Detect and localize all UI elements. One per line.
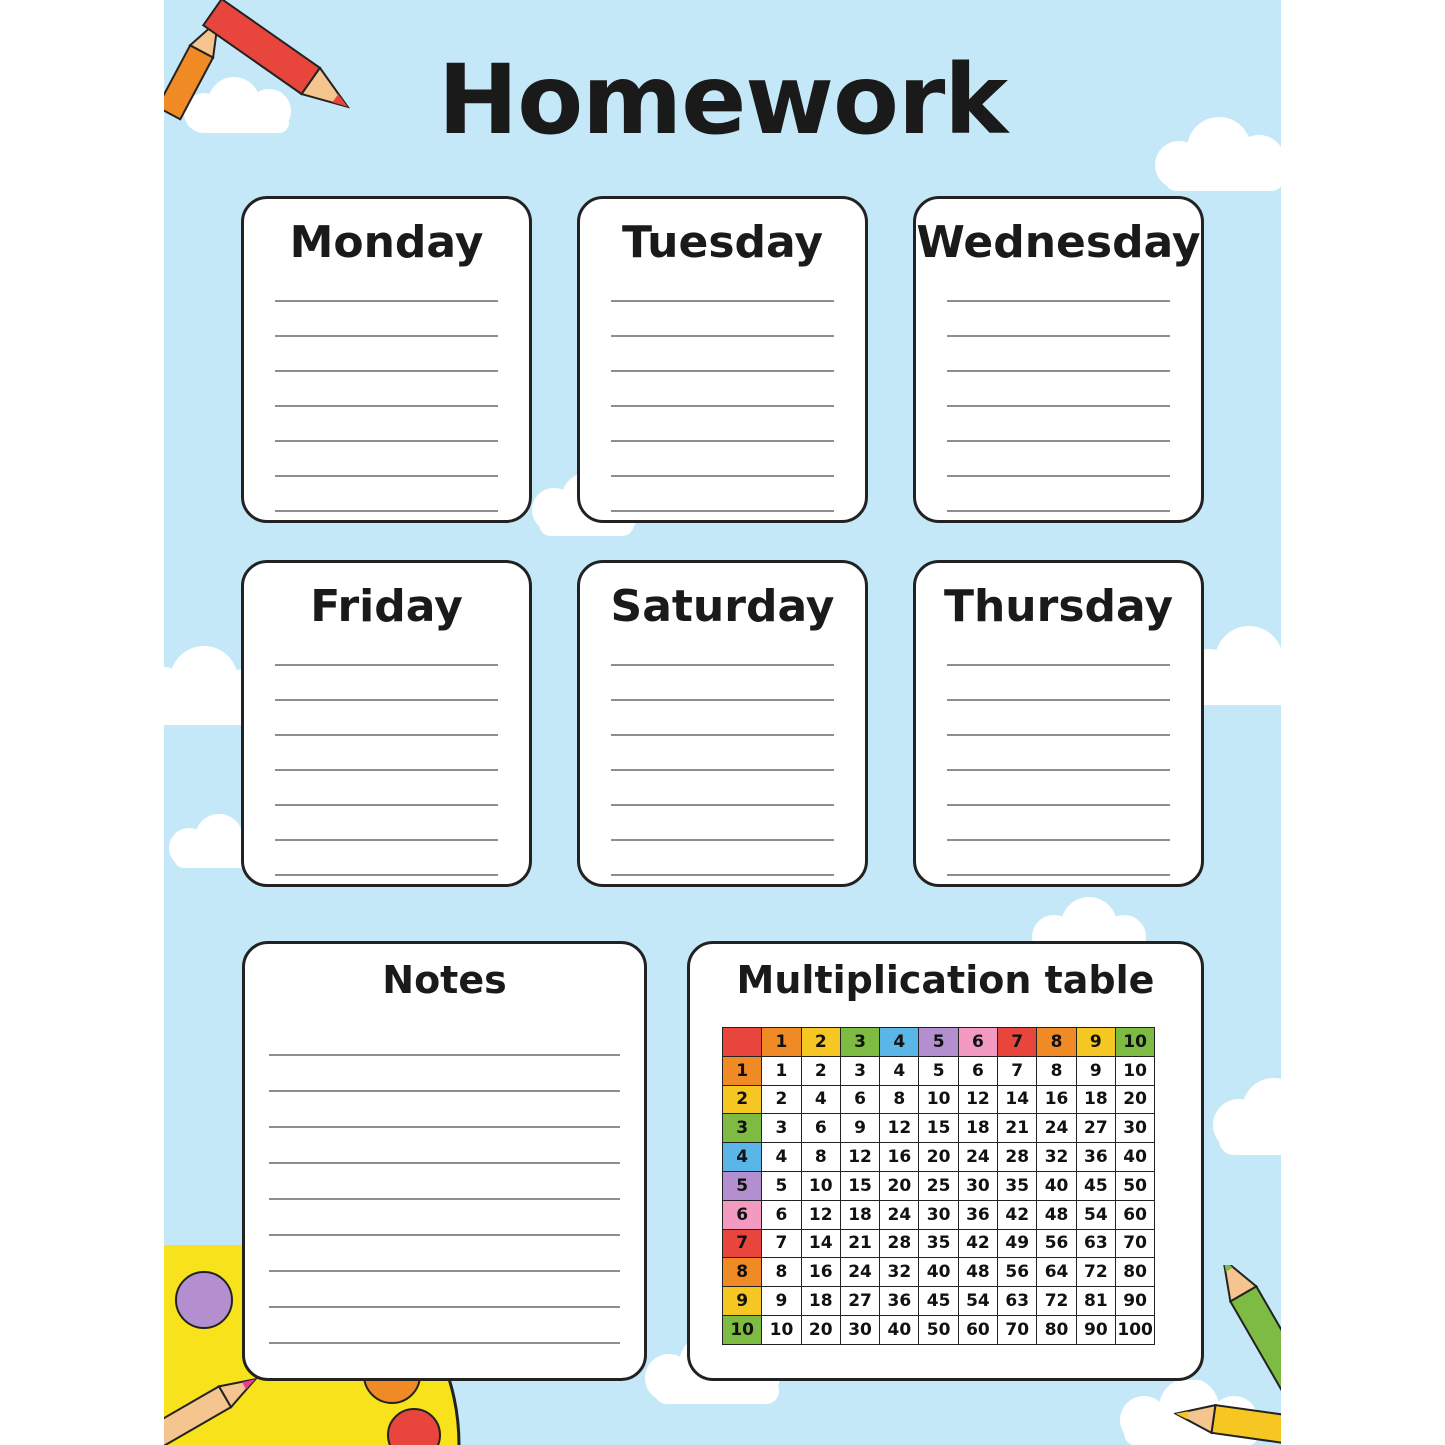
table-row [723,1287,1155,1316]
writing-line [275,769,498,771]
column-header-cell: 8 [1037,1028,1076,1057]
writing-line [947,300,1170,302]
product-cell: 40 [880,1315,919,1344]
product-cell: 24 [1037,1114,1076,1143]
table-row [723,1171,1155,1200]
product-cell: 6 [840,1085,879,1114]
row-header-cell: 7 [723,1229,762,1258]
product-cell: 45 [1076,1171,1115,1200]
product-cell: 64 [1037,1258,1076,1287]
table-row [723,1143,1155,1172]
writing-line [611,769,834,771]
day-title: Monday [289,217,484,268]
product-cell: 24 [958,1143,997,1172]
day-title: Friday [310,581,463,632]
product-cell: 14 [801,1229,840,1258]
writing-line [611,440,834,442]
product-cell: 54 [958,1287,997,1316]
product-cell: 12 [840,1143,879,1172]
product-cell: 7 [998,1056,1037,1085]
product-cell: 18 [840,1200,879,1229]
product-cell: 36 [1076,1143,1115,1172]
column-header-cell: 1 [762,1028,801,1057]
row-header-cell: 6 [723,1200,762,1229]
writing-line [269,1090,620,1092]
product-cell: 21 [840,1229,879,1258]
writing-line [611,804,834,806]
column-header-cell: 3 [840,1028,879,1057]
product-cell: 48 [958,1258,997,1287]
product-cell: 36 [880,1287,919,1316]
column-header-cell: 9 [1076,1028,1115,1057]
writing-line [275,839,498,841]
product-cell: 42 [998,1200,1037,1229]
row-header-cell: 5 [723,1171,762,1200]
day-title: Thursday [943,581,1174,632]
column-header-cell: 5 [919,1028,958,1057]
writing-line [947,699,1170,701]
product-cell: 42 [958,1229,997,1258]
day-title: Wednesday [916,217,1201,268]
notes-title: Notes [382,958,507,1002]
writing-line [275,370,498,372]
row-header-cell: 2 [723,1085,762,1114]
writing-line [269,1126,620,1128]
writing-line [947,370,1170,372]
row-header-cell: 9 [723,1287,762,1316]
multiplication-table [722,1027,1155,1345]
column-header-cell: 2 [801,1028,840,1057]
product-cell: 20 [1115,1085,1154,1114]
writing-line [275,405,498,407]
product-cell: 63 [998,1287,1037,1316]
product-cell: 2 [801,1056,840,1085]
product-cell: 80 [1037,1315,1076,1344]
product-cell: 9 [762,1287,801,1316]
writing-line [275,874,498,876]
product-cell: 18 [801,1287,840,1316]
writing-line [275,300,498,302]
column-header-cell: 7 [998,1028,1037,1057]
writing-line [611,839,834,841]
product-cell: 8 [1037,1056,1076,1085]
product-cell: 9 [1076,1056,1115,1085]
writing-line [275,734,498,736]
product-cell: 5 [919,1056,958,1085]
writing-line [947,839,1170,841]
writing-line [269,1342,620,1344]
product-cell: 50 [1115,1171,1154,1200]
product-cell: 27 [1076,1114,1115,1143]
product-cell: 90 [1076,1315,1115,1344]
product-cell: 1 [762,1056,801,1085]
table-row [723,1085,1155,1114]
row-header-cell: 3 [723,1114,762,1143]
product-cell: 90 [1115,1287,1154,1316]
product-cell: 4 [801,1085,840,1114]
day-card-wednesday [913,196,1204,523]
writing-line [611,510,834,512]
writing-line [275,335,498,337]
day-card-tuesday [577,196,868,523]
row-header-cell: 10 [723,1315,762,1344]
cloud-decoration [1204,1070,1281,1160]
table-row [723,1229,1155,1258]
writing-line [275,440,498,442]
product-cell: 72 [1076,1258,1115,1287]
writing-line [611,734,834,736]
writing-line [611,475,834,477]
writing-line [269,1270,620,1272]
writing-line [947,475,1170,477]
product-cell: 2 [762,1085,801,1114]
homework-poster [164,0,1281,1445]
product-cell: 60 [958,1315,997,1344]
product-cell: 40 [919,1258,958,1287]
product-cell: 6 [958,1056,997,1085]
writing-line [947,769,1170,771]
product-cell: 5 [762,1171,801,1200]
writing-line [947,664,1170,666]
writing-line [947,405,1170,407]
row-header-cell: 1 [723,1056,762,1085]
writing-line [947,734,1170,736]
writing-line [611,664,834,666]
product-cell: 16 [801,1258,840,1287]
product-cell: 48 [1037,1200,1076,1229]
writing-line [947,440,1170,442]
product-cell: 12 [801,1200,840,1229]
product-cell: 3 [762,1114,801,1143]
product-cell: 14 [998,1085,1037,1114]
product-cell: 27 [840,1287,879,1316]
day-card-saturday [577,560,868,887]
writing-line [275,510,498,512]
product-cell: 18 [1076,1085,1115,1114]
writing-line [947,874,1170,876]
writing-line [269,1198,620,1200]
product-cell: 21 [998,1114,1037,1143]
product-cell: 6 [762,1200,801,1229]
product-cell: 36 [958,1200,997,1229]
writing-line [275,804,498,806]
writing-line [947,335,1170,337]
product-cell: 20 [801,1315,840,1344]
notes-card [242,941,647,1381]
product-cell: 20 [880,1171,919,1200]
writing-line [947,510,1170,512]
writing-line [611,405,834,407]
table-header-row [723,1028,1155,1057]
row-header-cell: 4 [723,1143,762,1172]
product-cell: 8 [801,1143,840,1172]
table-row [723,1200,1155,1229]
product-cell: 8 [880,1085,919,1114]
product-cell: 12 [958,1085,997,1114]
writing-line [269,1306,620,1308]
product-cell: 24 [880,1200,919,1229]
column-header-cell: 10 [1115,1028,1154,1057]
day-title: Saturday [610,581,835,632]
product-cell: 30 [958,1171,997,1200]
product-cell: 8 [762,1258,801,1287]
product-cell: 18 [958,1114,997,1143]
product-cell: 25 [919,1171,958,1200]
table-row [723,1056,1155,1085]
product-cell: 7 [762,1229,801,1258]
writing-line [275,475,498,477]
product-cell: 30 [1115,1114,1154,1143]
writing-line [611,699,834,701]
day-title: Tuesday [621,217,824,268]
product-cell: 10 [919,1085,958,1114]
product-cell: 70 [1115,1229,1154,1258]
product-cell: 56 [1037,1229,1076,1258]
product-cell: 10 [801,1171,840,1200]
product-cell: 50 [919,1315,958,1344]
day-card-monday [241,196,532,523]
writing-line [275,699,498,701]
product-cell: 63 [1076,1229,1115,1258]
writing-line [269,1162,620,1164]
product-cell: 4 [762,1143,801,1172]
product-cell: 12 [880,1114,919,1143]
writing-line [611,370,834,372]
product-cell: 40 [1037,1171,1076,1200]
product-cell: 16 [1037,1085,1076,1114]
product-cell: 28 [998,1143,1037,1172]
writing-line [269,1054,620,1056]
column-header-cell: 6 [958,1028,997,1057]
product-cell: 80 [1115,1258,1154,1287]
product-cell: 24 [840,1258,879,1287]
page-title: Homework [437,44,1008,156]
row-header-cell: 8 [723,1258,762,1287]
product-cell: 54 [1076,1200,1115,1229]
product-cell: 40 [1115,1143,1154,1172]
product-cell: 81 [1076,1287,1115,1316]
product-cell: 20 [919,1143,958,1172]
table-row [723,1114,1155,1143]
product-cell: 9 [840,1114,879,1143]
table-row [723,1258,1155,1287]
product-cell: 32 [1037,1143,1076,1172]
product-cell: 3 [840,1056,879,1085]
product-cell: 35 [919,1229,958,1258]
day-card-friday [241,560,532,887]
multiplication-title: Multiplication table [736,958,1155,1002]
product-cell: 32 [880,1258,919,1287]
product-cell: 15 [840,1171,879,1200]
day-card-thursday [913,560,1204,887]
writing-line [611,874,834,876]
product-cell: 45 [919,1287,958,1316]
writing-line [269,1234,620,1236]
writing-line [611,335,834,337]
table-row [723,1315,1155,1344]
product-cell: 100 [1115,1315,1154,1344]
product-cell: 10 [762,1315,801,1344]
product-cell: 72 [1037,1287,1076,1316]
product-cell: 49 [998,1229,1037,1258]
product-cell: 70 [998,1315,1037,1344]
column-header-cell: 4 [880,1028,919,1057]
product-cell: 4 [880,1056,919,1085]
product-cell: 16 [880,1143,919,1172]
product-cell: 60 [1115,1200,1154,1229]
writing-line [275,664,498,666]
product-cell: 30 [919,1200,958,1229]
table-corner-cell [723,1028,762,1057]
writing-line [611,300,834,302]
product-cell: 28 [880,1229,919,1258]
product-cell: 56 [998,1258,1037,1287]
product-cell: 35 [998,1171,1037,1200]
product-cell: 6 [801,1114,840,1143]
writing-line [947,804,1170,806]
product-cell: 10 [1115,1056,1154,1085]
product-cell: 15 [919,1114,958,1143]
product-cell: 30 [840,1315,879,1344]
